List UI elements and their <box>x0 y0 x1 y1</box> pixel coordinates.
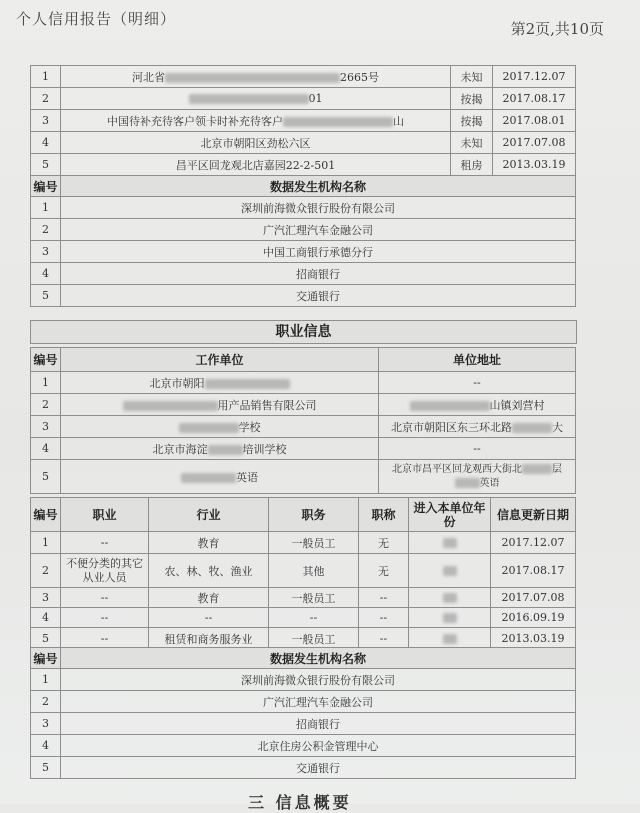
unit-text: 北京市朝阳 <box>149 376 205 390</box>
table-header <box>31 648 576 669</box>
table-row <box>31 735 576 757</box>
unit-cell <box>61 460 379 494</box>
year-cell <box>409 608 491 628</box>
title-cell: 无 <box>359 554 409 588</box>
year-cell <box>409 532 491 554</box>
column-header-position: 职务 <box>269 498 359 532</box>
address-tail: 2665号 <box>340 70 379 84</box>
address-cell: 北京市朝阳区劲松六区 <box>61 132 451 154</box>
row-number: 5 <box>31 757 61 779</box>
row-number: 1 <box>31 66 61 88</box>
address-tail: 山 <box>393 114 404 128</box>
address-text: 河北省 <box>132 70 165 84</box>
addr-text: 北京市昌平区回龙观西大街北 <box>392 463 522 475</box>
address-tail: 01 <box>308 92 323 105</box>
source-table-2 <box>30 647 576 779</box>
report-title: 个人信用报告（明细） <box>16 10 177 28</box>
redaction <box>512 423 552 433</box>
industry-cell: 教育 <box>149 588 269 608</box>
redaction <box>189 94 309 104</box>
status-cell: 按揭 <box>451 88 493 110</box>
row-number: 4 <box>31 438 61 460</box>
redaction <box>443 634 457 644</box>
org-cell: 交通银行 <box>61 285 576 307</box>
row-number: 5 <box>31 460 61 494</box>
address-cell <box>61 110 451 132</box>
industry-cell: 租赁和商务服务业 <box>149 628 269 650</box>
column-header-update: 信息更新日期 <box>491 498 576 532</box>
table-row <box>31 460 576 494</box>
industry-cell: 教育 <box>149 532 269 554</box>
row-number: 1 <box>31 669 61 691</box>
update-cell: 2017.08.17 <box>491 554 576 588</box>
redaction <box>283 117 393 127</box>
date-cell: 2017.08.01 <box>493 110 576 132</box>
row-number: 3 <box>31 241 61 263</box>
redaction <box>410 401 490 411</box>
addr-tail: 大 <box>552 420 563 434</box>
column-header-industry: 行业 <box>149 498 269 532</box>
date-cell: 2017.08.17 <box>493 88 576 110</box>
industry-cell: -- <box>149 608 269 628</box>
addr-cell <box>379 460 576 494</box>
redaction <box>179 423 239 433</box>
column-header-no: 编号 <box>31 648 61 669</box>
unit-text: 用产品销售有限公司 <box>217 398 317 412</box>
org-cell: 招商银行 <box>61 713 576 735</box>
position-cell: 其他 <box>269 554 359 588</box>
table-row <box>31 691 576 713</box>
update-cell: 2013.03.19 <box>491 628 576 650</box>
table-row <box>31 132 576 154</box>
column-header-org: 数据发生机构名称 <box>61 176 576 197</box>
addr-text: 北京市朝阳区东三环北路 <box>391 420 512 434</box>
job-cell: -- <box>61 608 149 628</box>
title-cell: -- <box>359 628 409 650</box>
row-number: 3 <box>31 713 61 735</box>
column-header-no: 编号 <box>31 348 61 372</box>
table-row <box>31 669 576 691</box>
redaction <box>455 478 480 488</box>
column-header-no: 编号 <box>31 176 61 197</box>
job-table <box>30 347 576 494</box>
redaction <box>443 613 457 623</box>
table-row <box>31 219 576 241</box>
row-number: 2 <box>31 88 61 110</box>
unit-cell <box>61 438 379 460</box>
addr-cell <box>379 416 576 438</box>
title-cell: 无 <box>359 532 409 554</box>
row-number: 4 <box>31 263 61 285</box>
job-cell: -- <box>61 628 149 650</box>
update-cell: 2016.09.19 <box>491 608 576 628</box>
row-number: 5 <box>31 154 61 176</box>
org-cell: 广汽汇理汽车金融公司 <box>61 219 576 241</box>
date-cell: 2013.03.19 <box>493 154 576 176</box>
org-cell: 交通银行 <box>61 757 576 779</box>
status-cell: 未知 <box>451 66 493 88</box>
redaction <box>123 401 218 411</box>
year-cell <box>409 588 491 608</box>
redaction <box>522 464 552 474</box>
residence-table <box>30 65 576 176</box>
redaction <box>443 566 457 576</box>
org-cell: 北京住房公积金管理中心 <box>61 735 576 757</box>
addr-cell: -- <box>379 438 576 460</box>
table-row <box>31 588 576 608</box>
table-row <box>31 757 576 779</box>
table-header <box>31 176 576 197</box>
addr-line2: 英语 <box>479 477 500 489</box>
column-header-addr: 单位地址 <box>379 348 576 372</box>
unit-text: 北京市海淀 <box>152 442 208 456</box>
row-number: 1 <box>31 532 61 554</box>
table-row <box>31 554 576 588</box>
table-row <box>31 438 576 460</box>
section-title-job: 职业信息 <box>30 320 577 344</box>
org-cell: 深圳前海微众银行股份有限公司 <box>61 197 576 219</box>
org-cell: 招商银行 <box>61 263 576 285</box>
row-number: 4 <box>31 735 61 757</box>
row-number: 2 <box>31 554 61 588</box>
row-number: 4 <box>31 132 61 154</box>
redaction <box>181 473 236 483</box>
position-cell: 一般员工 <box>269 588 359 608</box>
address-cell: 昌平区回龙观北店嘉园22-2-501 <box>61 154 451 176</box>
column-header-job: 职业 <box>61 498 149 532</box>
unit-cell <box>61 372 379 394</box>
date-cell: 2017.07.08 <box>493 132 576 154</box>
table-row <box>31 263 576 285</box>
redaction <box>165 73 340 83</box>
addr-cell: -- <box>379 372 576 394</box>
title-cell: -- <box>359 608 409 628</box>
row-number: 3 <box>31 416 61 438</box>
address-cell <box>61 88 451 110</box>
row-number: 3 <box>31 110 61 132</box>
column-header-year: 进入本单位年份 <box>409 498 491 532</box>
table-row <box>31 110 576 132</box>
position-cell: -- <box>269 608 359 628</box>
job-cell: -- <box>61 532 149 554</box>
table-row <box>31 197 576 219</box>
row-number: 3 <box>31 588 61 608</box>
redaction <box>208 445 243 455</box>
row-number: 2 <box>31 691 61 713</box>
unit-cell <box>61 394 379 416</box>
redaction <box>443 538 457 548</box>
row-number: 2 <box>31 394 61 416</box>
date-cell: 2017.12.07 <box>493 66 576 88</box>
source-table-1 <box>30 175 576 307</box>
job-cell: -- <box>61 588 149 608</box>
address-cell <box>61 66 451 88</box>
table-row <box>31 416 576 438</box>
page-number: 第2页,共10页 <box>510 20 604 38</box>
job-detail-table <box>30 497 576 650</box>
table-row <box>31 372 576 394</box>
table-row <box>31 241 576 263</box>
address-text: 中国待补充待客户领卡时补充待客户 <box>107 114 283 128</box>
org-cell: 中国工商银行承德分行 <box>61 241 576 263</box>
position-cell: 一般员工 <box>269 628 359 650</box>
status-cell: 未知 <box>451 132 493 154</box>
table-row <box>31 66 576 88</box>
row-number: 4 <box>31 608 61 628</box>
column-header-title: 职称 <box>359 498 409 532</box>
unit-cell <box>61 416 379 438</box>
redaction <box>205 379 290 389</box>
org-cell: 广汽汇理汽车金融公司 <box>61 691 576 713</box>
addr-tail: 层 <box>552 463 562 475</box>
industry-cell: 农、林、牧、渔业 <box>149 554 269 588</box>
position-cell: 一般员工 <box>269 532 359 554</box>
update-cell: 2017.12.07 <box>491 532 576 554</box>
unit-text: 学校 <box>238 420 261 434</box>
column-header-no: 编号 <box>31 498 61 532</box>
org-cell: 深圳前海微众银行股份有限公司 <box>61 669 576 691</box>
addr-text: 山镇刘营村 <box>489 398 545 412</box>
update-cell: 2017.07.08 <box>491 588 576 608</box>
unit-text: 英语 <box>236 470 258 484</box>
addr-cell <box>379 394 576 416</box>
status-cell: 租房 <box>451 154 493 176</box>
job-cell: 不便分类的其它从业人员 <box>61 554 149 588</box>
table-row <box>31 285 576 307</box>
table-header <box>31 348 576 372</box>
table-row <box>31 394 576 416</box>
unit-tail: 培训学校 <box>242 442 287 456</box>
redaction <box>443 593 457 603</box>
year-cell <box>409 554 491 588</box>
table-row <box>31 532 576 554</box>
title-cell: -- <box>359 588 409 608</box>
row-number: 5 <box>31 628 61 650</box>
status-cell: 按揭 <box>451 110 493 132</box>
column-header-unit: 工作单位 <box>61 348 379 372</box>
table-row <box>31 154 576 176</box>
table-header <box>31 498 576 532</box>
table-row <box>31 88 576 110</box>
row-number: 2 <box>31 219 61 241</box>
section-title-summary: 三 信息概要 <box>248 793 352 812</box>
row-number: 1 <box>31 197 61 219</box>
column-header-org: 数据发生机构名称 <box>61 648 576 669</box>
row-number: 5 <box>31 285 61 307</box>
row-number: 1 <box>31 372 61 394</box>
table-row <box>31 608 576 628</box>
table-row <box>31 713 576 735</box>
